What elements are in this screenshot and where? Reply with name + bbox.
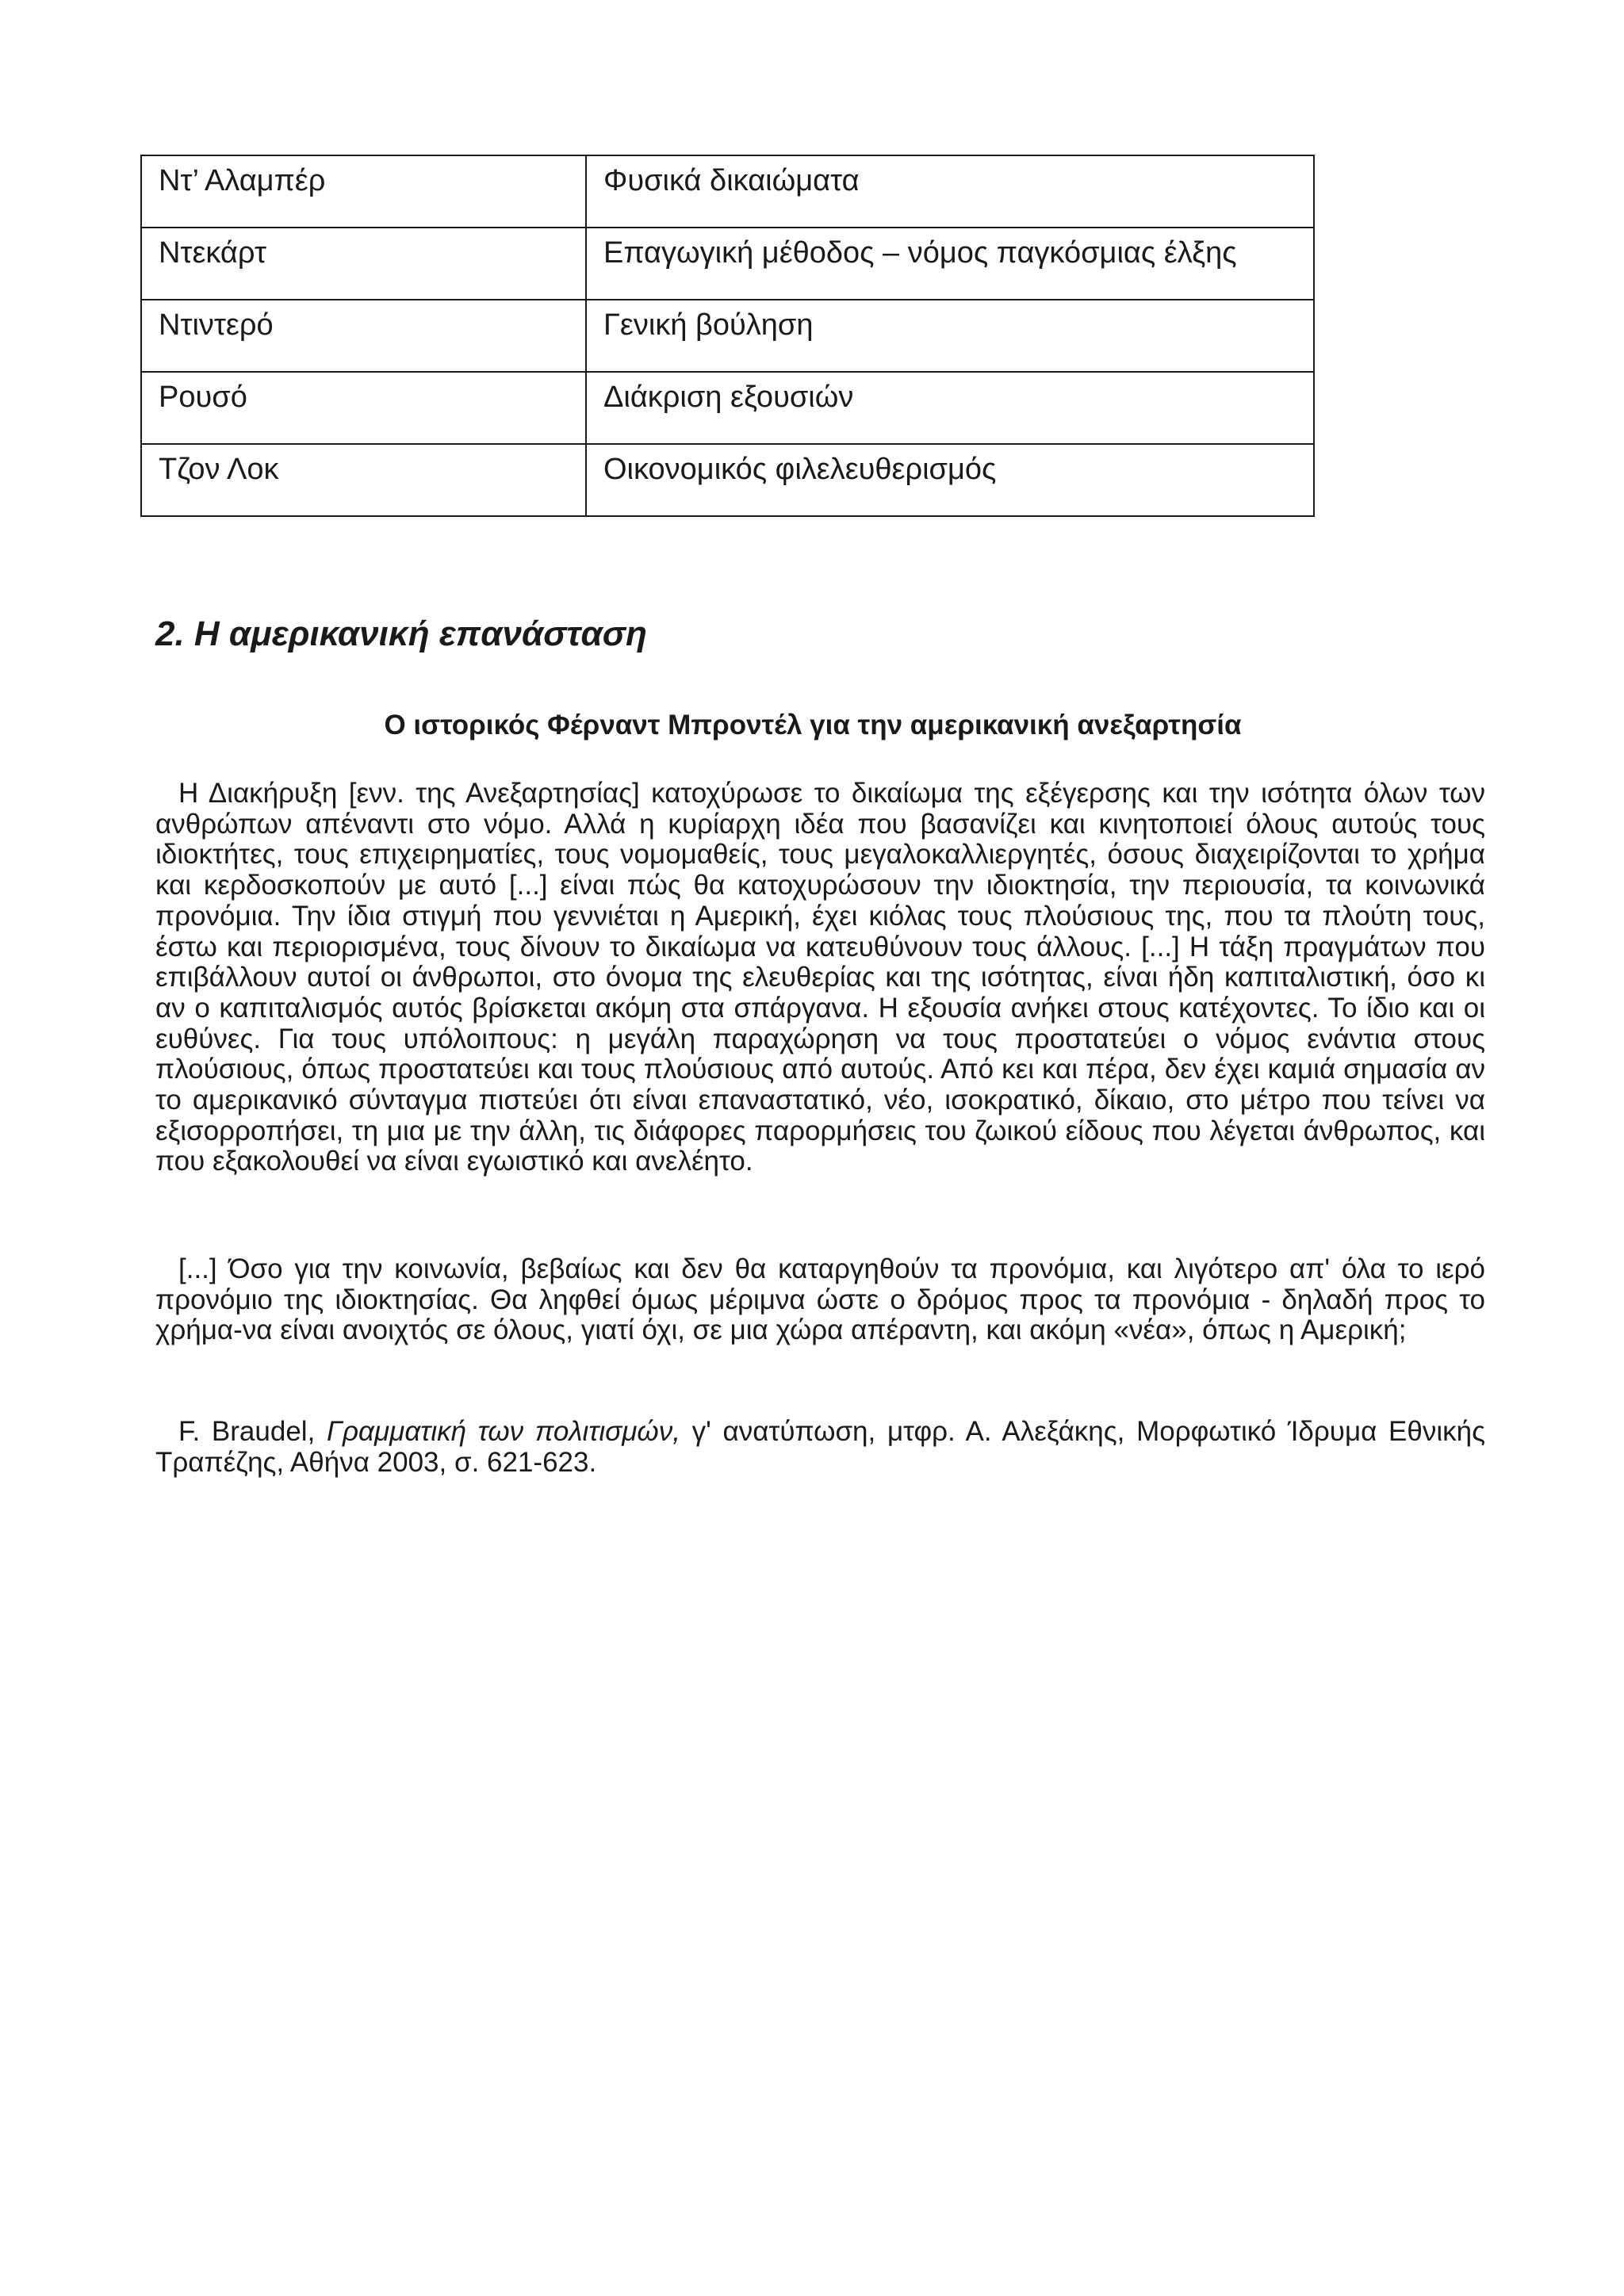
section-title: 2. Η αμερικανική επανάσταση bbox=[155, 614, 647, 653]
table-row bbox=[141, 300, 1314, 372]
source-heading: Ο ιστορικός Φέρναντ Μπροντέλ για την αμερικανική ανεξαρτησία bbox=[384, 710, 1242, 740]
table-cell-concept: Οικονομικός φιλελευθερισμός bbox=[586, 444, 1314, 516]
table-cell-person: Ρουσό bbox=[141, 372, 586, 444]
table-cell-concept: Φυσικά δικαιώματα bbox=[586, 155, 1314, 228]
table-cell-person: Τζον Λοκ bbox=[141, 444, 586, 516]
table-cell-concept: Επαγωγική μέθοδος – νόμος παγκόσμιας έλξης bbox=[586, 228, 1314, 300]
table-row bbox=[141, 444, 1314, 516]
source-citation bbox=[155, 1417, 1485, 1478]
table-cell-person: Ντ’ Αλαμπέρ bbox=[141, 155, 586, 228]
table-cell-person: Ντιντερό bbox=[141, 300, 586, 372]
citation-details: γ' ανατύπωση, μτφρ. Α. Αλεξάκης, Μορφωτικό Ίδρυμα Εθνικής Τραπέζης, Αθήνα 2003, σ. 621-623. bbox=[155, 1416, 1485, 1478]
source-paragraph-2: [...] Όσο για την κοινωνία, βεβαίως και δεν θα καταργηθούν τα προνόμια, και λιγότερο απ' όλα το ιερό προνόμιο της ιδιοκτησίας. Θα ληφθεί όμως μέριμνα ώστε ο δρόμος προς τα προνόμια - δηλαδή προς το χρήμα-να είναι ανοιχτός σε όλους, γιατί όχι, σε μια χώρα απέραντη, και ακόμη «νέα», όπως η Αμερική; bbox=[155, 1253, 1485, 1346]
table-row bbox=[141, 155, 1314, 228]
table-cell-concept: Γενική βούληση bbox=[586, 300, 1314, 372]
table-row bbox=[141, 228, 1314, 300]
citation-work-title: Γραμματική των πολιτισμών, bbox=[327, 1416, 680, 1447]
table-cell-person: Ντεκάρτ bbox=[141, 228, 586, 300]
table-row bbox=[141, 372, 1314, 444]
source-paragraph-1: Η Διακήρυξη [ενν. της Ανεξαρτησίας] κατοχύρωσε το δικαίωμα της εξέγερσης και την ισότητα όλων των ανθρώπων απέναντι στο νόμο. Αλλά η κυρίαρχη ιδέα που βασανίζει και κινητοποιεί όλους αυτούς τους ιδιοκτήτες, τους επιχειρηματίες, τους νομομαθείς, τους μεγαλοκαλλιεργητές, όσους διαχειρίζονται το χρήμα και κερδοσκοπούν με αυτό [...] είναι πώς θα κατοχυρώσουν την ιδιοκτησία, την περιουσία, τα κοινωνικά προνόμια. Την ίδια στιγμή που γεννιέται η Αμερική, έχει κιόλας τους πλούσιους της, που τα πλούτη τους, έστω και περιορισμένα, τους δίνουν το δικαίωμα να κατευθύνουν τους άλλους. [...] Η τάξη πραγμάτων που επιβάλλουν αυτοί οι άνθρωποι, στο όνομα της ελευθερίας και της ισότητας, είναι ήδη καπιταλιστική, όσο κι αν ο καπιταλισμός αυτός βρίσκεται ακόμη στα σπάργανα. Η εξουσία ανήκει στους κατέχοντες. Το ίδιο και οι ευθύνες. Για τους υπόλοιπους: η μεγάλη παραχώρηση να τους προστατεύει ο νόμος ενάντια στους πλούσιους, όπως προστατεύει και τους πλούσιους από αυτούς. Από κει και πέρα, δεν έχει καμιά σημασία αν το αμερικανικό σύνταγμα πιστεύει ότι είναι επαναστατικό, νέο, ισοκρατικό, δίκαιο, στο μέτρο που τείνει να εξισορροπήσει, τη μια με την άλλη, τις διάφορες παρορμήσεις του ζωικού είδους που λέγεται άνθρωπος, και που εξακολουθεί να είναι εγωιστικό και ανελέητο. bbox=[155, 778, 1485, 1177]
citation-author: F. Braudel, bbox=[178, 1416, 327, 1447]
table-cell-concept: Διάκριση εξουσιών bbox=[586, 372, 1314, 444]
matching-table bbox=[140, 155, 1315, 517]
